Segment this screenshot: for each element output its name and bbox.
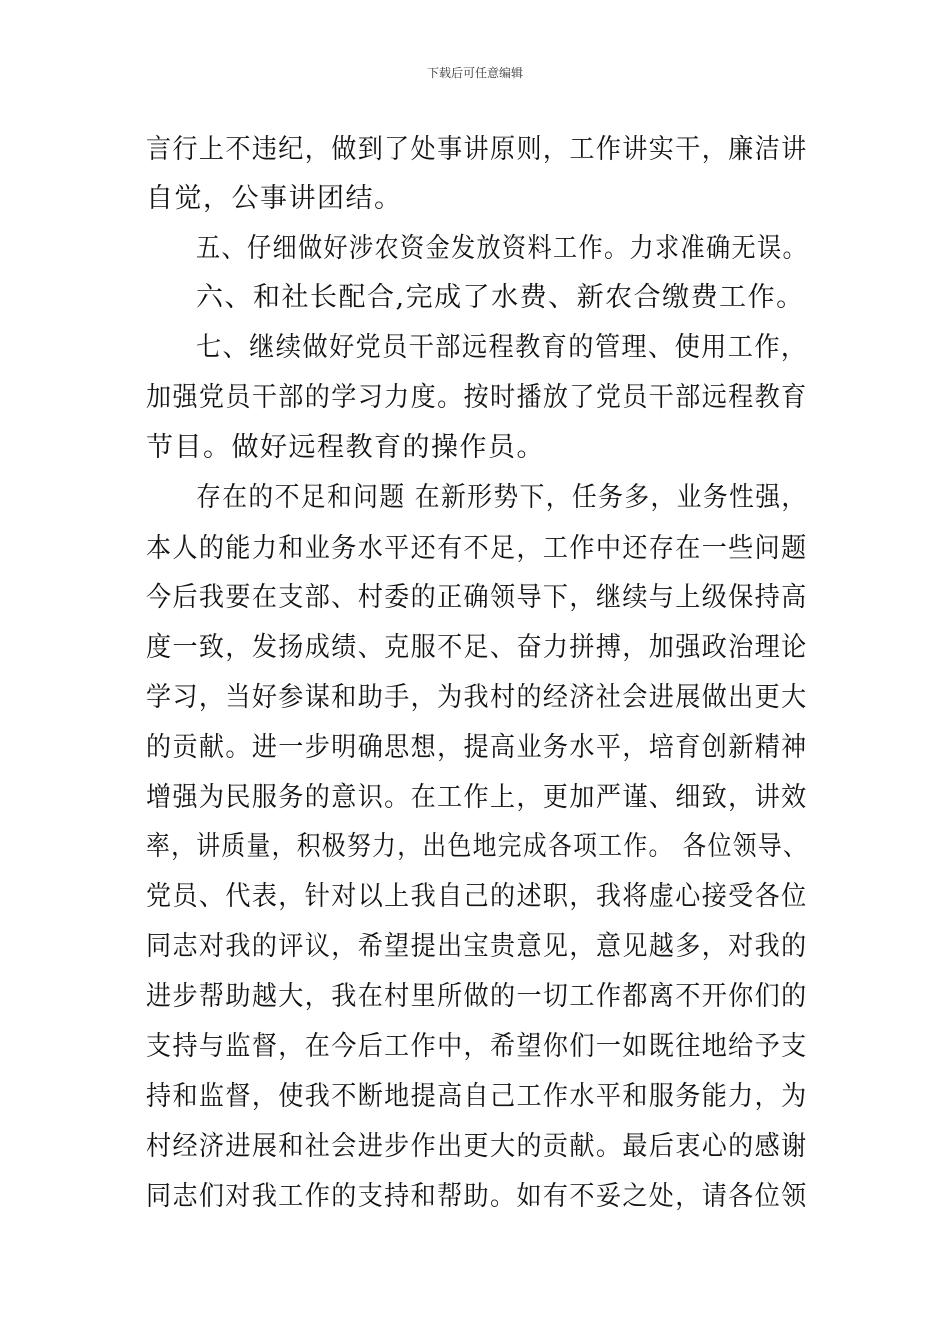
text-line: 言行上不违纪，做到了处事讲原则，工作讲实干，廉洁讲 <box>146 134 808 165</box>
text-line: 六、和社长配合,完成了水费、新农合缴费工作。 <box>196 282 805 313</box>
text-line: 加强党员干部的学习力度。按时播放了党员干部远程教育 <box>146 382 808 413</box>
text-line: 自觉，公事讲团结。 <box>146 183 403 214</box>
text-line: 增强为民服务的意识。在工作上，更加严谨、细致，讲效 <box>146 782 808 813</box>
text-line: 同志们对我工作的支持和帮助。如有不妥之处，请各位领 <box>146 1181 808 1212</box>
text-line: 今后我要在支部、村委的正确领导下，继续与上级保持高 <box>146 582 808 613</box>
text-line: 学习，当好参谋和助手，为我村的经济社会进展做出更大 <box>146 682 808 713</box>
text-line: 村经济进展和社会进步作出更大的贡献。最后衷心的感谢 <box>146 1131 808 1162</box>
text-line: 率，讲质量，积极努力，出色地完成各项工作。 各位领导、 <box>146 831 809 862</box>
text-line: 度一致，发扬成绩、克服不足、奋力拼搏，加强政治理论 <box>146 632 808 663</box>
text-line: 支持与监督，在今后工作中，希望你们一如既往地给予支 <box>146 1031 808 1062</box>
text-line: 党员、代表，针对以上我自己的述职，我将虚心接受各位 <box>146 881 808 912</box>
text-line: 五、仔细做好涉农资金发放资料工作。力求准确无误。 <box>196 233 808 264</box>
text-line: 节目。做好远程教育的操作员。 <box>146 432 545 463</box>
text-line: 进步帮助越大，我在村里所做的一切工作都离不开你们的 <box>146 981 808 1012</box>
text-line: 七、继续做好党员干部远程教育的管理、使用工作， <box>196 332 808 363</box>
page-header: 下载后可任意编辑 <box>426 66 523 80</box>
text-line: 本人的能力和业务水平还有不足，工作中还存在一些问题 <box>146 533 808 564</box>
text-line: 同志对我的评议，希望提出宝贵意见，意见越多，对我的 <box>146 931 808 962</box>
text-line: 存在的不足和问题 在新形势下，任务多，业务性强， <box>196 482 808 513</box>
text-line: 持和监督，使我不断地提高自己工作水平和服务能力，为 <box>146 1081 808 1112</box>
text-line: 的贡献。进一步明确思想，提高业务水平，培育创新精神 <box>146 732 808 763</box>
